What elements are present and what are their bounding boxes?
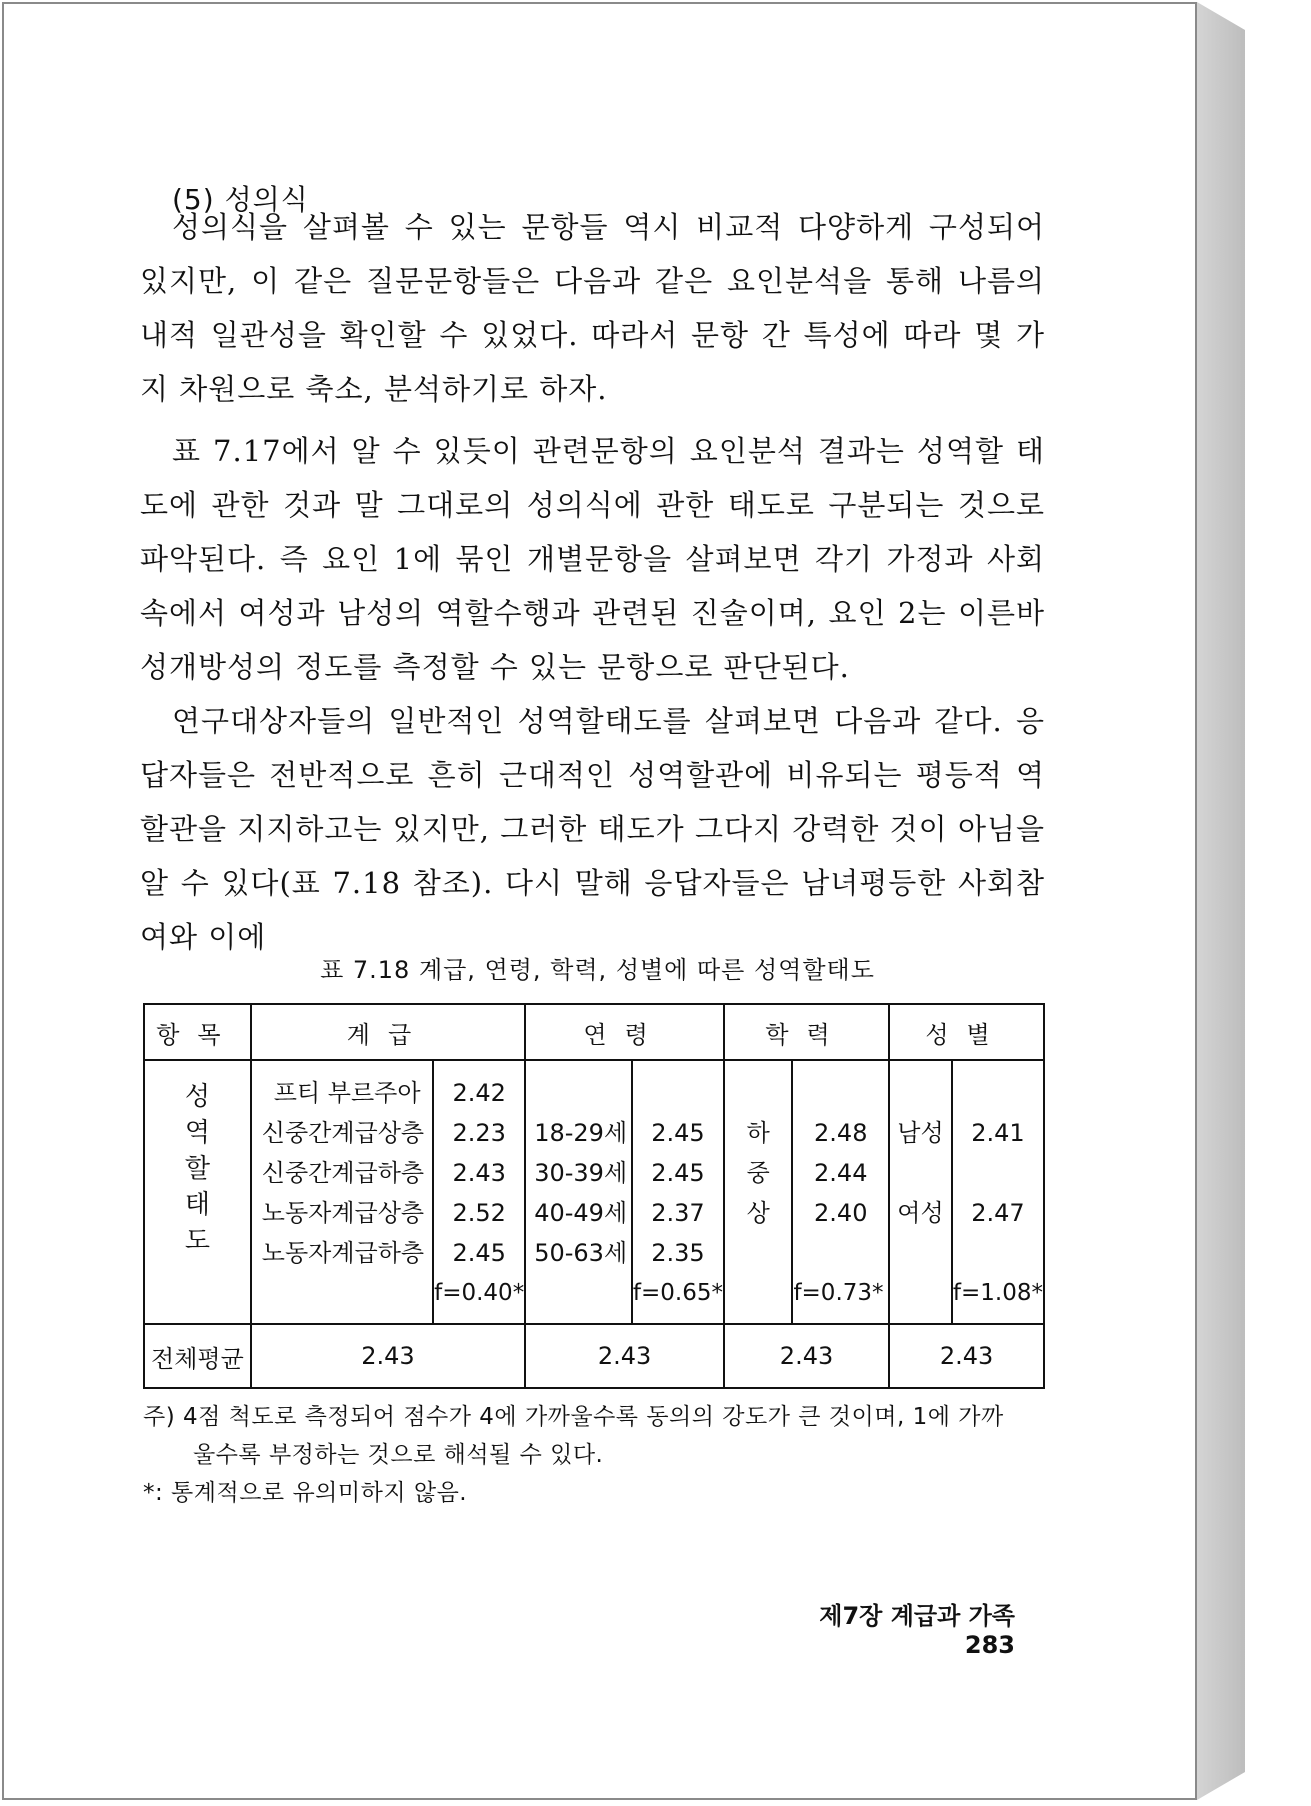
gender-values-cell: [952, 1060, 1044, 1324]
age-labels-cell: [525, 1060, 632, 1324]
header-education: 학력: [724, 1004, 889, 1060]
education-values-cell: [792, 1060, 889, 1324]
table-average-row: [144, 1324, 1044, 1388]
class-label: 프티 부르주아: [273, 1079, 421, 1107]
gender-label: 남성: [897, 1119, 944, 1147]
book-edge-bottom: [1197, 1772, 1245, 1800]
row-label-cell: [144, 1060, 251, 1324]
gender-value: 2.47: [971, 1199, 1025, 1227]
note-2: *: 통계적으로 유의미하지 않음.: [143, 1480, 468, 1506]
page-number: 283: [964, 1631, 1015, 1659]
header-item: 항목: [144, 1004, 251, 1060]
page-footer: [760, 1596, 1015, 1659]
class-value: 2.43: [452, 1159, 506, 1187]
table-caption: 표 7.18 계급, 연령, 학력, 성별에 따른 성역할태도: [320, 956, 875, 984]
paragraph-3: 연구대상자들의 일반적인 성역할태도를 살펴보면 다음과 같다. 응답자들은 전반적으로 흔히 근대적인 성역할관에 비유되는 평등적 역할관을 지지하고는 있지만, 그러한 태도가 그다지 강력한 것이 아님을 알 수 있다(표 7.18 참조). 다시 말해 응답자들은 남녀평등한 사회참여와 이에: [140, 704, 1045, 954]
class-value: 2.42: [452, 1079, 506, 1107]
education-labels-cell: [724, 1060, 792, 1324]
class-value: 2.23: [452, 1119, 506, 1147]
education-value: 2.48: [814, 1119, 868, 1147]
gender-labels-cell: [889, 1060, 952, 1324]
education-label: 하: [746, 1119, 770, 1147]
age-f-stat: f=0.65*: [632, 1280, 723, 1306]
paragraph-1: 성의식을 살펴볼 수 있는 문항들 역시 비교적 다양하게 구성되어 있지만, 이 같은 질문문항들은 다음과 같은 요인분석을 통해 나름의 내적 일관성을 확인할 수 있었다. 따라서 문항 간 특성에 따라 몇 가지 차원으로 축소, 분석하기로 하자.: [140, 210, 1045, 406]
age-value: 2.37: [651, 1199, 705, 1227]
gender-value: 2.41: [971, 1119, 1025, 1147]
row-label-char: 할: [184, 1154, 210, 1184]
row-label-char: 역: [184, 1118, 210, 1148]
header-gender: 성별: [889, 1004, 1044, 1060]
chapter-title: 제7장 계급과 가족: [819, 1602, 1015, 1630]
table-body-row: [144, 1060, 1044, 1324]
education-label: 상: [746, 1199, 770, 1227]
header-class: 계급: [251, 1004, 525, 1060]
class-values-cell: [433, 1060, 525, 1324]
class-label: 신중간계급상층: [261, 1119, 425, 1147]
class-f-stat: f=0.40*: [434, 1280, 525, 1306]
gender-f-stat: f=1.08*: [952, 1280, 1043, 1306]
age-label: 40-49세: [534, 1199, 628, 1227]
row-label-char: 성: [184, 1082, 210, 1112]
class-label: 노동자계급하층: [261, 1239, 425, 1267]
average-gender: 2.43: [889, 1324, 1044, 1388]
table-header-row: [144, 1004, 1044, 1060]
paragraph-2: 표 7.17에서 알 수 있듯이 관련문항의 요인분석 결과는 성역할 태도에 관한 것과 말 그대로의 성의식에 관한 태도로 구분되는 것으로 파악된다. 즉 요인 1에 묶인 개별문항을 살펴보면 각기 가정과 사회 속에서 여성과 남성의 역할수행과 관련된 진술이며, 요인 2는 이른바 성개방성의 정도를 측정할 수 있는 문항으로 판단된다.: [140, 434, 1045, 684]
age-label: 30-39세: [534, 1159, 628, 1187]
average-label: 전체평균: [144, 1324, 251, 1388]
attitude-table: [143, 1003, 1045, 1389]
gender-label: 여성: [897, 1199, 944, 1227]
class-label: 노동자계급상층: [261, 1199, 425, 1227]
age-value: 2.45: [651, 1119, 705, 1147]
average-age: 2.43: [525, 1324, 724, 1388]
row-label-char: 태: [184, 1190, 210, 1220]
class-value: 2.45: [452, 1239, 506, 1267]
note-1-line-1: 주) 4점 척도로 측정되어 점수가 4에 가까울수록 동의의 강도가 큰 것이며, 1에 가까: [143, 1404, 1004, 1430]
education-f-stat: f=0.73*: [793, 1280, 884, 1306]
education-label: 중: [746, 1159, 770, 1187]
age-value: 2.35: [651, 1239, 705, 1267]
book-edge: [1197, 2, 1245, 1800]
age-value: 2.45: [651, 1159, 705, 1187]
age-label: 18-29세: [534, 1119, 628, 1147]
education-value: 2.40: [814, 1199, 868, 1227]
average-education: 2.43: [724, 1324, 889, 1388]
class-value: 2.52: [452, 1199, 506, 1227]
class-label: 신중간계급하층: [261, 1159, 425, 1187]
education-value: 2.44: [814, 1159, 868, 1187]
book-edge-top: [1197, 2, 1245, 30]
age-values-cell: [632, 1060, 724, 1324]
header-age: 연령: [525, 1004, 724, 1060]
row-label-char: 도: [184, 1226, 210, 1256]
age-label: 50-63세: [534, 1239, 628, 1267]
table-notes: [143, 1398, 1048, 1512]
average-class: 2.43: [251, 1324, 525, 1388]
class-labels-cell: [251, 1060, 433, 1324]
section-heading: (5) 성의식: [172, 183, 309, 216]
note-1-line-2: 울수록 부정하는 것으로 해석될 수 있다.: [193, 1442, 604, 1468]
